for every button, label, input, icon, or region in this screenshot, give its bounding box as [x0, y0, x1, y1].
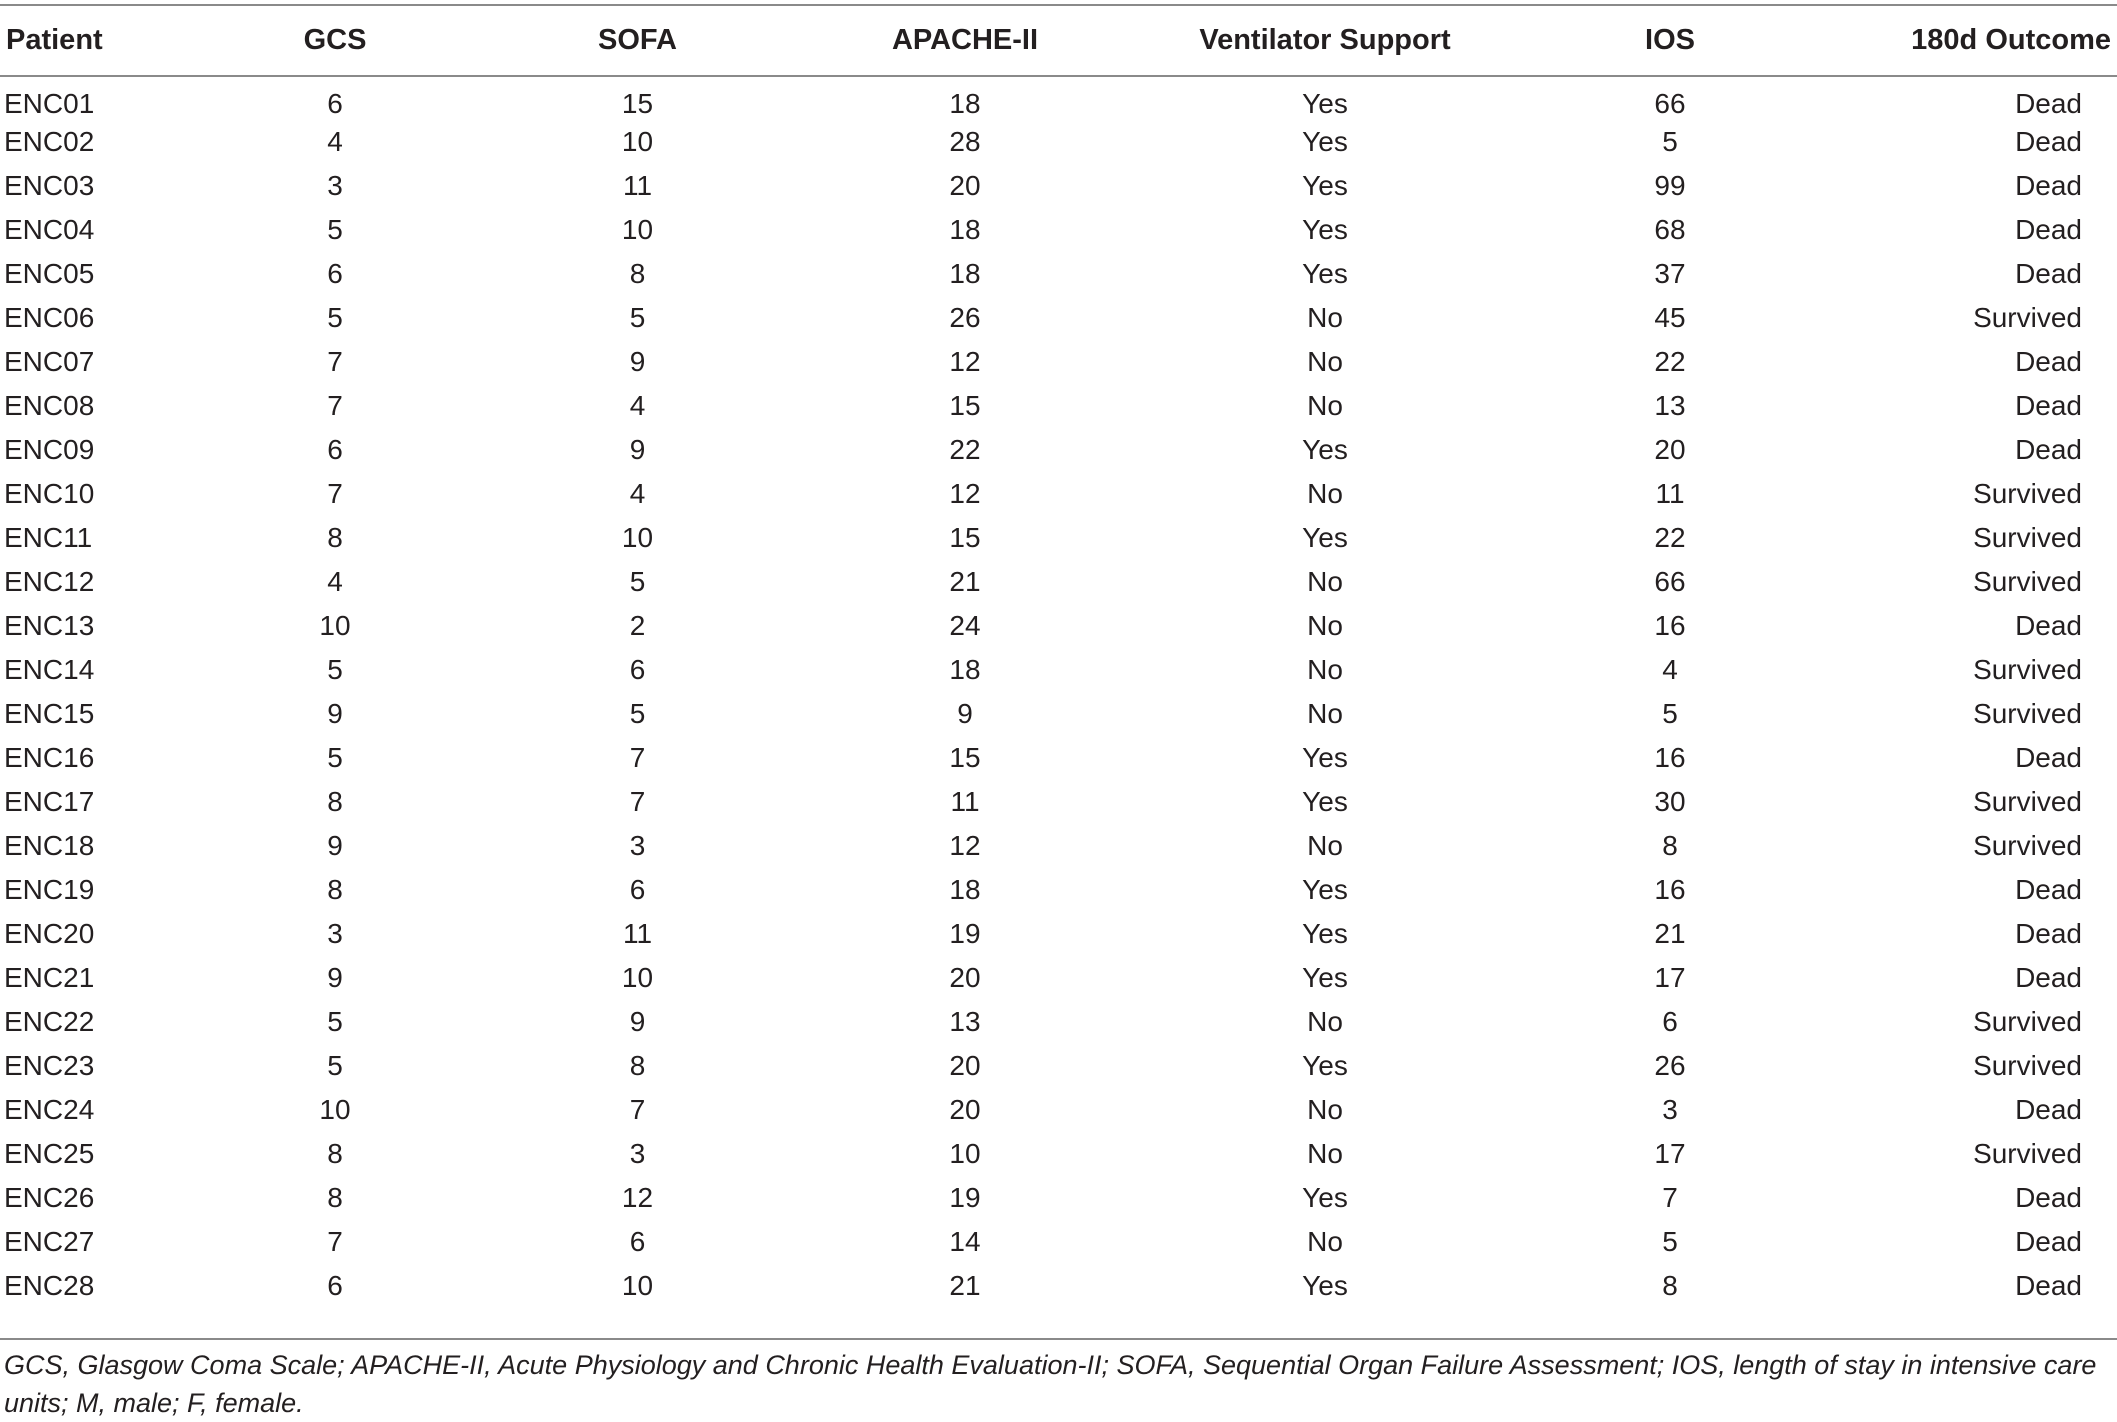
- cell-outcome: Dead: [2015, 1182, 2082, 1213]
- cell-gcs: 8: [327, 786, 343, 817]
- cell-gcs: 10: [319, 1094, 351, 1125]
- cell-patient: ENC26: [4, 1182, 95, 1213]
- cell-ventilator-support: No: [1307, 346, 1343, 377]
- cell-gcs: 6: [327, 1270, 343, 1301]
- cell-apache-ii: 19: [949, 918, 981, 949]
- cell-sofa: 10: [621, 522, 654, 553]
- cell-apache-ii: 22: [949, 434, 981, 465]
- cell-outcome: Dead: [2015, 390, 2082, 421]
- cell-apache-ii: 18: [949, 214, 981, 245]
- cell-ios: 66: [1654, 87, 1686, 119]
- cell-sofa: 5: [629, 566, 646, 597]
- cell-ventilator-support: Yes: [1302, 742, 1348, 773]
- cell-gcs: 4: [327, 126, 343, 157]
- cell-ventilator-support: Yes: [1302, 1182, 1348, 1213]
- table-row: [0, 120, 2117, 164]
- cell-apache-ii: 21: [949, 566, 981, 597]
- cell-ventilator-support: No: [1307, 610, 1343, 641]
- table-row: [0, 1176, 2117, 1220]
- cell-ventilator-support: Yes: [1302, 126, 1348, 157]
- cell-patient: ENC06: [4, 302, 95, 333]
- cell-ios: 8: [1662, 830, 1678, 861]
- cell-ventilator-support: No: [1307, 1094, 1343, 1125]
- header-ventilator-support: Ventilator Support: [1125, 5, 1525, 76]
- cell-sofa: 9: [629, 434, 646, 465]
- cell-patient: ENC24: [4, 1094, 95, 1125]
- cell-patient: ENC01: [4, 87, 95, 119]
- header-apache-ii: APACHE-II: [805, 5, 1125, 76]
- cell-outcome: Survived: [1973, 1050, 2082, 1081]
- cell-ios: 21: [1654, 918, 1686, 949]
- table-row: [0, 912, 2117, 956]
- cell-gcs: 4: [327, 566, 343, 597]
- cell-patient: ENC08: [4, 390, 95, 421]
- cell-ventilator-support: No: [1307, 1138, 1343, 1169]
- cell-ios: 5: [1662, 698, 1678, 729]
- cell-outcome: Survived: [1973, 478, 2082, 509]
- cell-ventilator-support: No: [1307, 478, 1343, 509]
- cell-apache-ii: 19: [949, 1182, 981, 1213]
- table-row: [0, 252, 2117, 296]
- cell-ventilator-support: Yes: [1302, 1050, 1348, 1081]
- cell-ios: 8: [1662, 1270, 1678, 1301]
- cell-ventilator-support: No: [1307, 1226, 1343, 1257]
- table-row: [0, 604, 2117, 648]
- cell-outcome: Survived: [1973, 786, 2082, 817]
- table-row: [0, 956, 2117, 1000]
- cell-gcs: 8: [327, 1182, 343, 1213]
- cell-ios: 45: [1654, 302, 1686, 333]
- cell-sofa: 9: [629, 1006, 646, 1037]
- cell-ios: 22: [1654, 346, 1686, 377]
- cell-apache-ii: 15: [949, 522, 981, 553]
- cell-ios: 66: [1654, 566, 1686, 597]
- cell-gcs: 8: [327, 522, 343, 553]
- table-row: [0, 296, 2117, 340]
- cell-ios: 26: [1654, 1050, 1686, 1081]
- cell-sofa: 11: [622, 170, 653, 201]
- cell-apache-ii: 18: [949, 654, 981, 685]
- header-sofa: SOFA: [470, 5, 805, 76]
- header-ios: IOS: [1525, 5, 1815, 76]
- cell-ventilator-support: Yes: [1302, 918, 1348, 949]
- cell-apache-ii: 11: [950, 786, 980, 817]
- cell-sofa: 5: [629, 302, 646, 333]
- cell-apache-ii: 9: [957, 698, 973, 729]
- table-header-row: [0, 5, 2117, 76]
- cell-apache-ii: 12: [949, 346, 981, 377]
- header-gcs: GCS: [200, 5, 470, 76]
- cell-patient: ENC23: [4, 1050, 95, 1081]
- cell-outcome: Dead: [2015, 346, 2082, 377]
- cell-outcome: Dead: [2015, 87, 2082, 119]
- cell-outcome: Dead: [2015, 610, 2082, 641]
- cell-sofa: 3: [629, 1138, 646, 1169]
- cell-outcome: Survived: [1973, 302, 2082, 333]
- cell-outcome: Dead: [2015, 1094, 2082, 1125]
- table-row: [0, 868, 2117, 912]
- cell-outcome: Dead: [2015, 170, 2082, 201]
- cell-ventilator-support: Yes: [1302, 522, 1348, 553]
- cell-sofa: 8: [629, 258, 646, 289]
- cell-apache-ii: 14: [949, 1226, 981, 1257]
- cell-apache-ii: 13: [949, 1006, 981, 1037]
- cell-patient: ENC19: [4, 874, 95, 905]
- cell-patient: ENC13: [4, 610, 95, 641]
- cell-ios: 5: [1662, 126, 1678, 157]
- table-row: [0, 428, 2117, 472]
- cell-apache-ii: 20: [949, 170, 981, 201]
- cell-patient: ENC15: [4, 698, 95, 729]
- cell-sofa: 10: [621, 962, 654, 993]
- cell-outcome: Survived: [1973, 1138, 2082, 1169]
- cell-gcs: 8: [327, 874, 343, 905]
- header-patient: Patient: [0, 5, 200, 76]
- cell-sofa: 7: [629, 742, 646, 773]
- cell-sofa: 5: [629, 698, 646, 729]
- cell-apache-ii: 15: [949, 390, 981, 421]
- cell-ios: 17: [1654, 962, 1686, 993]
- table-row: [0, 1264, 2117, 1308]
- cell-ios: 4: [1662, 654, 1678, 685]
- cell-ios: 7: [1662, 1182, 1678, 1213]
- cell-ios: 20: [1654, 434, 1686, 465]
- cell-ios: 11: [1655, 478, 1685, 509]
- cell-ventilator-support: No: [1307, 830, 1343, 861]
- cell-apache-ii: 12: [949, 478, 981, 509]
- table-row: [0, 1044, 2117, 1088]
- table-row: [0, 648, 2117, 692]
- cell-gcs: 9: [327, 830, 343, 861]
- cell-patient: ENC09: [4, 434, 95, 465]
- cell-patient: ENC14: [4, 654, 95, 685]
- cell-apache-ii: 20: [949, 962, 981, 993]
- cell-gcs: 10: [319, 610, 351, 641]
- cell-sofa: 10: [621, 214, 654, 245]
- cell-ventilator-support: Yes: [1302, 170, 1348, 201]
- cell-ios: 5: [1662, 1226, 1678, 1257]
- cell-outcome: Survived: [1973, 654, 2082, 685]
- cell-patient: ENC12: [4, 566, 95, 597]
- cell-sofa: 6: [629, 1226, 646, 1257]
- table-row: [0, 516, 2117, 560]
- table-row: [0, 824, 2117, 868]
- cell-ventilator-support: No: [1307, 566, 1343, 597]
- table-row: [0, 1000, 2117, 1044]
- cell-gcs: 7: [327, 478, 343, 509]
- cell-outcome: Survived: [1973, 698, 2082, 729]
- cell-patient: ENC22: [4, 1006, 95, 1037]
- cell-ventilator-support: Yes: [1302, 962, 1348, 993]
- cell-sofa: 4: [629, 478, 646, 509]
- cell-ventilator-support: No: [1307, 390, 1343, 421]
- table-row: [0, 472, 2117, 516]
- cell-outcome: Dead: [2015, 214, 2082, 245]
- cell-patient: ENC05: [4, 258, 95, 289]
- cell-gcs: 5: [327, 1006, 343, 1037]
- cell-ventilator-support: No: [1307, 654, 1343, 685]
- cell-gcs: 5: [327, 1050, 343, 1081]
- cell-outcome: Dead: [2015, 874, 2082, 905]
- cell-ios: 16: [1654, 610, 1686, 641]
- cell-ventilator-support: Yes: [1302, 786, 1348, 817]
- table-body: [0, 76, 2117, 1308]
- cell-outcome: Dead: [2015, 258, 2082, 289]
- cell-apache-ii: 18: [949, 258, 981, 289]
- cell-patient: ENC20: [4, 918, 95, 949]
- cell-sofa: 15: [621, 87, 654, 119]
- table-row: [0, 736, 2117, 780]
- cell-outcome: Dead: [2015, 962, 2082, 993]
- cell-sofa: 4: [629, 390, 646, 421]
- cell-outcome: Survived: [1973, 1006, 2082, 1037]
- cell-gcs: 7: [327, 390, 343, 421]
- cell-sofa: 7: [629, 786, 646, 817]
- cell-gcs: 3: [327, 918, 343, 949]
- cell-sofa: 10: [621, 1270, 654, 1301]
- cell-patient: ENC17: [4, 786, 95, 817]
- header-180d-outcome: 180d Outcome: [1815, 5, 2117, 76]
- patient-table-container: [0, 4, 2117, 1308]
- cell-outcome: Dead: [2015, 1226, 2082, 1257]
- cell-patient: ENC04: [4, 214, 95, 245]
- cell-sofa: 7: [629, 1094, 646, 1125]
- cell-outcome: Survived: [1973, 830, 2082, 861]
- cell-ios: 16: [1654, 874, 1686, 905]
- table-row: [0, 560, 2117, 604]
- cell-gcs: 5: [327, 654, 343, 685]
- cell-gcs: 3: [327, 170, 343, 201]
- cell-ventilator-support: Yes: [1302, 87, 1348, 119]
- cell-outcome: Survived: [1973, 522, 2082, 553]
- table-row: [0, 1220, 2117, 1264]
- cell-apache-ii: 18: [949, 874, 981, 905]
- table-row: [0, 692, 2117, 736]
- table-row: [0, 384, 2117, 428]
- cell-patient: ENC03: [4, 170, 95, 201]
- cell-apache-ii: 20: [949, 1094, 981, 1125]
- cell-apache-ii: 12: [949, 830, 981, 861]
- table-row: [0, 76, 2117, 120]
- cell-gcs: 9: [327, 698, 343, 729]
- cell-gcs: 5: [327, 302, 343, 333]
- cell-ios: 16: [1654, 742, 1686, 773]
- cell-outcome: Dead: [2015, 1270, 2082, 1301]
- cell-gcs: 6: [327, 258, 343, 289]
- cell-ventilator-support: No: [1307, 698, 1343, 729]
- cell-patient: ENC16: [4, 742, 95, 773]
- cell-ventilator-support: No: [1307, 1006, 1343, 1037]
- cell-ventilator-support: Yes: [1302, 1270, 1348, 1301]
- cell-apache-ii: 21: [949, 1270, 981, 1301]
- table-row: [0, 1088, 2117, 1132]
- cell-ventilator-support: No: [1307, 302, 1343, 333]
- cell-patient: ENC27: [4, 1226, 95, 1257]
- cell-apache-ii: 18: [949, 87, 981, 119]
- cell-sofa: 2: [629, 610, 646, 641]
- cell-patient: ENC07: [4, 346, 95, 377]
- cell-gcs: 7: [327, 346, 343, 377]
- cell-sofa: 8: [629, 1050, 646, 1081]
- cell-apache-ii: 20: [949, 1050, 981, 1081]
- cell-gcs: 8: [327, 1138, 343, 1169]
- table-row: [0, 1132, 2117, 1176]
- cell-outcome: Dead: [2015, 126, 2082, 157]
- cell-ventilator-support: Yes: [1302, 214, 1348, 245]
- cell-sofa: 11: [622, 918, 653, 949]
- cell-sofa: 6: [629, 874, 646, 905]
- cell-apache-ii: 28: [949, 126, 981, 157]
- cell-ios: 99: [1654, 170, 1686, 201]
- cell-ventilator-support: Yes: [1302, 258, 1348, 289]
- cell-outcome: Dead: [2015, 918, 2082, 949]
- cell-ventilator-support: Yes: [1302, 874, 1348, 905]
- table-row: [0, 340, 2117, 384]
- table-row: [0, 208, 2117, 252]
- cell-patient: ENC28: [4, 1270, 95, 1301]
- cell-ios: 37: [1654, 258, 1686, 289]
- cell-ios: 30: [1654, 786, 1686, 817]
- cell-gcs: 6: [327, 434, 343, 465]
- cell-ios: 3: [1662, 1094, 1678, 1125]
- cell-outcome: Dead: [2015, 434, 2082, 465]
- table-row: [0, 164, 2117, 208]
- cell-patient: ENC10: [4, 478, 95, 509]
- cell-gcs: 9: [327, 962, 343, 993]
- cell-apache-ii: 15: [949, 742, 981, 773]
- cell-sofa: 9: [629, 346, 646, 377]
- cell-gcs: 5: [327, 742, 343, 773]
- table-bottom-rule: [0, 1338, 2117, 1340]
- cell-sofa: 12: [621, 1182, 654, 1213]
- cell-ios: 22: [1654, 522, 1686, 553]
- cell-outcome: Dead: [2015, 742, 2082, 773]
- patient-scores-table: [0, 4, 2117, 1308]
- cell-outcome: Survived: [1973, 566, 2082, 597]
- cell-sofa: 6: [629, 654, 646, 685]
- cell-sofa: 3: [629, 830, 646, 861]
- cell-patient: ENC02: [4, 126, 95, 157]
- cell-patient: ENC18: [4, 830, 95, 861]
- cell-apache-ii: 10: [949, 1138, 981, 1169]
- cell-sofa: 10: [621, 126, 654, 157]
- table-footnote: GCS, Glasgow Coma Scale; APACHE-II, Acute Physiology and Chronic Health Evaluation-II; SOFA, Sequential Organ Failure Assessment; IOS, length of stay in intensive care units; M, male; F, female.: [4, 1350, 2097, 1418]
- cell-patient: ENC25: [4, 1138, 95, 1169]
- cell-ventilator-support: Yes: [1302, 434, 1348, 465]
- cell-patient: ENC11: [4, 522, 93, 553]
- cell-ios: 13: [1654, 390, 1686, 421]
- cell-gcs: 7: [327, 1226, 343, 1257]
- cell-ios: 6: [1662, 1006, 1678, 1037]
- table-row: [0, 780, 2117, 824]
- cell-apache-ii: 24: [949, 610, 981, 641]
- cell-patient: ENC21: [4, 962, 95, 993]
- cell-ios: 17: [1654, 1138, 1686, 1169]
- cell-gcs: 6: [327, 87, 343, 119]
- cell-ios: 68: [1654, 214, 1686, 245]
- cell-gcs: 5: [327, 214, 343, 245]
- cell-apache-ii: 26: [949, 302, 981, 333]
